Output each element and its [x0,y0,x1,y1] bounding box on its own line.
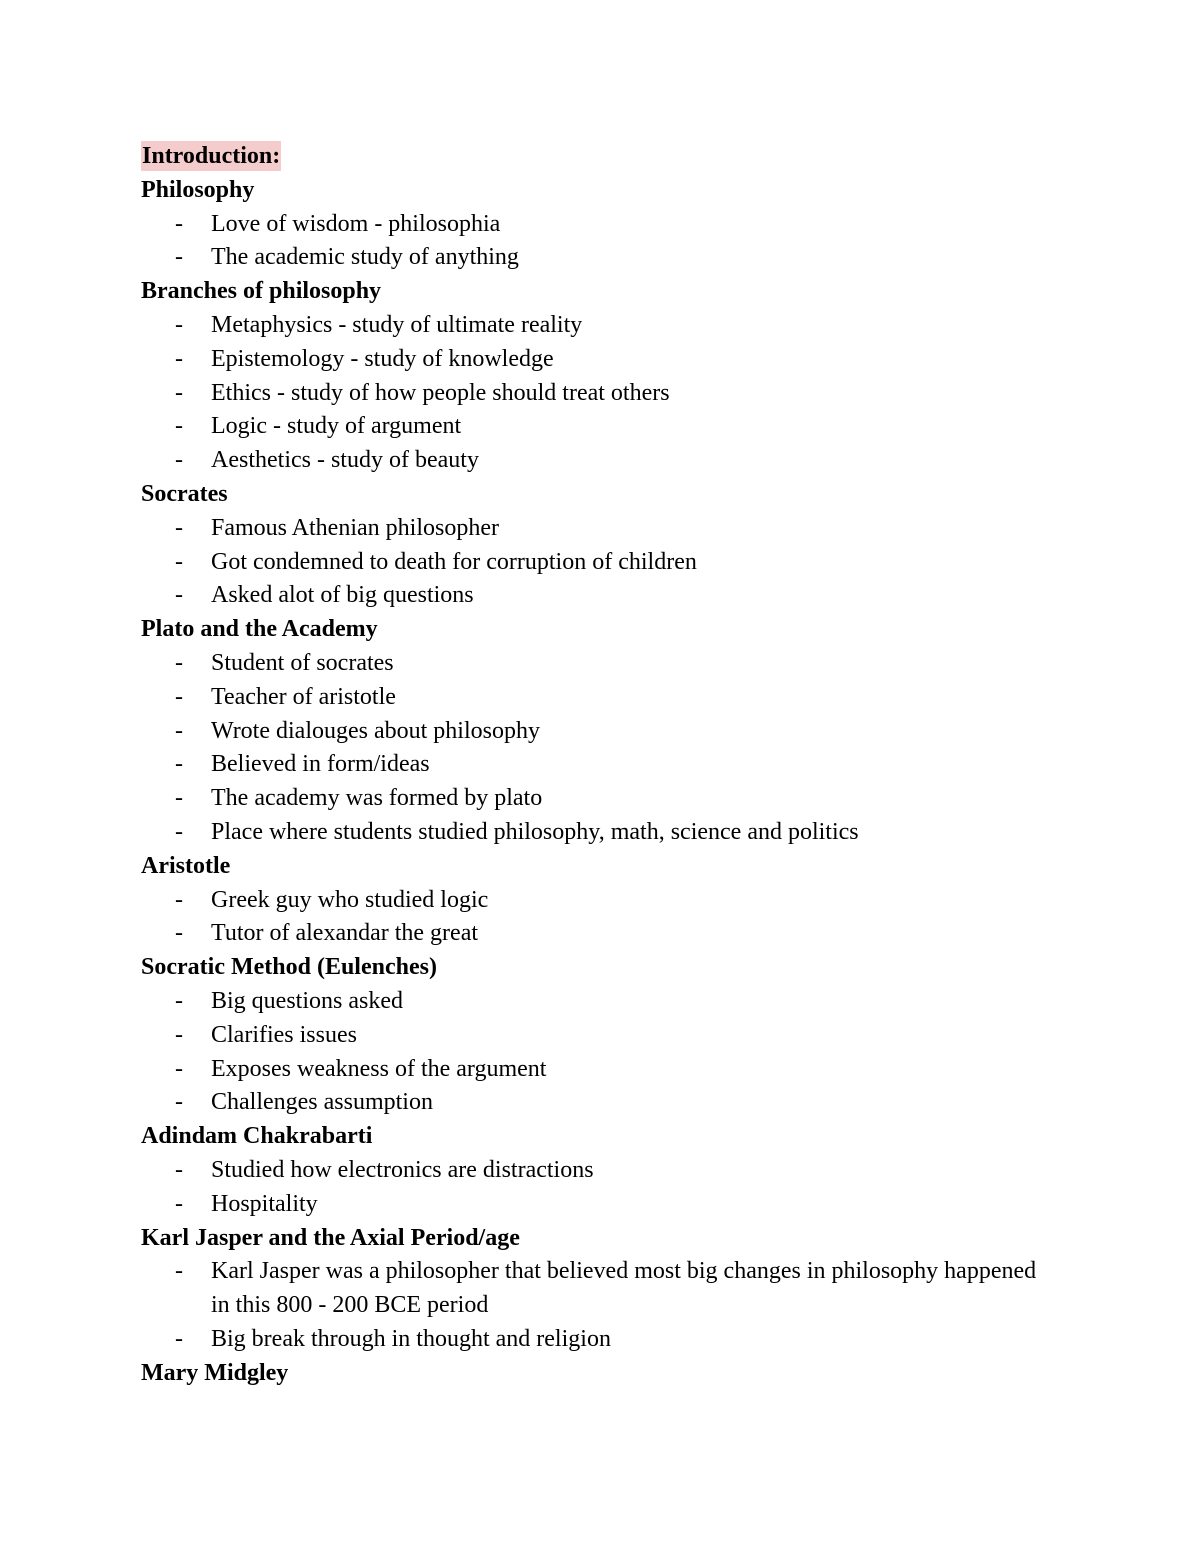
section-heading: Mary Midgley [141,1359,289,1386]
list-item [141,715,1041,749]
bullet-dash-icon: - [175,1089,183,1116]
list-item-text: Aesthetics - study of beauty [211,447,479,474]
section-heading: Philosophy [141,176,255,203]
list-item-text: Teacher of aristotle [211,683,396,710]
list-item [141,377,1041,411]
list-item-text: Logic - study of argument [211,413,462,440]
list-item-text: Place where students studied philosophy, math, science and politics [211,818,859,845]
bullet-dash-icon: - [175,920,183,947]
intro-heading: Introduction: [142,143,281,169]
section-heading: Aristotle [141,852,231,879]
bullet-dash-icon: - [175,818,183,845]
list-item [141,512,1041,546]
bullet-list [141,309,1041,478]
bullet-dash-icon: - [175,548,183,575]
list-item-text: Love of wisdom - philosophia [211,210,501,237]
bullet-dash-icon: - [175,683,183,710]
list-item-text: Exposes weakness of the argument [211,1055,547,1082]
intro-heading-row [141,139,1041,174]
document-body [141,139,1041,1390]
list-item [141,1323,1041,1357]
section-heading: Socrates [141,480,228,507]
list-item [141,309,1041,343]
bullet-dash-icon: - [175,413,183,440]
list-item-text: Studied how electronics are distractions [211,1156,594,1183]
bullet-list [141,647,1041,850]
bullet-list [141,512,1041,613]
list-item-text: Famous Athenian philosopher [211,514,499,541]
list-item [141,1086,1041,1120]
list-item [141,343,1041,377]
bullet-dash-icon: - [175,582,183,609]
bullet-list [141,208,1041,276]
bullet-dash-icon: - [175,210,183,237]
bullet-dash-icon: - [175,345,183,372]
list-item-text: Got condemned to death for corruption of children [211,548,697,575]
bullet-dash-icon: - [175,447,183,474]
list-item [141,917,1041,951]
list-item-text: Asked alot of big questions [211,582,474,609]
list-item [141,1188,1041,1222]
list-item [141,782,1041,816]
list-item [141,1255,1041,1323]
bullet-dash-icon: - [175,1055,183,1082]
list-item-text: Epistemology - study of knowledge [211,345,554,372]
bullet-dash-icon: - [175,987,183,1014]
bullet-dash-icon: - [175,751,183,778]
section-heading: Socratic Method (Eulenches) [141,954,437,981]
list-item [141,579,1041,613]
bullet-dash-icon: - [175,1325,183,1352]
bullet-list [141,985,1041,1120]
bullet-dash-icon: - [175,244,183,271]
bullet-dash-icon: - [175,785,183,812]
list-item-text: Hospitality [211,1190,318,1217]
bullet-dash-icon: - [175,1156,183,1183]
bullet-dash-icon: - [175,886,183,913]
list-item-text: Student of socrates [211,649,394,676]
list-item [141,1053,1041,1087]
list-item [141,1019,1041,1053]
list-item-text: The academic study of anything [211,244,519,271]
list-item [141,681,1041,715]
list-item [141,884,1041,918]
bullet-dash-icon: - [175,1258,183,1285]
bullet-dash-icon: - [175,1190,183,1217]
list-item [141,546,1041,580]
bullet-dash-icon: - [175,717,183,744]
list-item-text: Greek guy who studied logic [211,886,489,913]
bullet-list [141,884,1041,952]
section-heading: Karl Jasper and the Axial Period/age [141,1224,520,1251]
list-item-text: Believed in form/ideas [211,751,430,778]
list-item [141,748,1041,782]
list-item-text: Challenges assumption [211,1089,433,1116]
list-item [141,444,1041,478]
list-item [141,985,1041,1019]
list-item-text: Big questions asked [211,987,403,1014]
bullet-dash-icon: - [175,649,183,676]
list-item [141,410,1041,444]
list-item-text: Clarifies issues [211,1021,357,1048]
section-heading: Branches of philosophy [141,278,382,305]
bullet-list [141,1154,1041,1222]
list-item-text: Tutor of alexandar the great [211,920,479,947]
list-item [141,816,1041,850]
sections-container [141,174,1041,1391]
bullet-dash-icon: - [175,379,183,406]
section-heading: Adindam Chakrabarti [141,1123,373,1150]
list-item [141,1154,1041,1188]
list-item [141,241,1041,275]
bullet-list [141,1255,1041,1356]
bullet-dash-icon: - [175,514,183,541]
list-item-text: Karl Jasper was a philosopher that believed most big changes in philosophy happened in this 800 - 200 BCE period [211,1258,1037,1319]
list-item-text: Metaphysics - study of ultimate reality [211,311,583,338]
list-item-text: Big break through in thought and religion [211,1325,611,1352]
bullet-dash-icon: - [175,1021,183,1048]
list-item-text: Ethics - study of how people should treat others [211,379,670,406]
list-item [141,208,1041,242]
list-item-text: Wrote dialouges about philosophy [211,717,540,744]
bullet-dash-icon: - [175,311,183,338]
list-item-text: The academy was formed by plato [211,785,543,812]
section-heading: Plato and the Academy [141,616,378,643]
list-item [141,647,1041,681]
